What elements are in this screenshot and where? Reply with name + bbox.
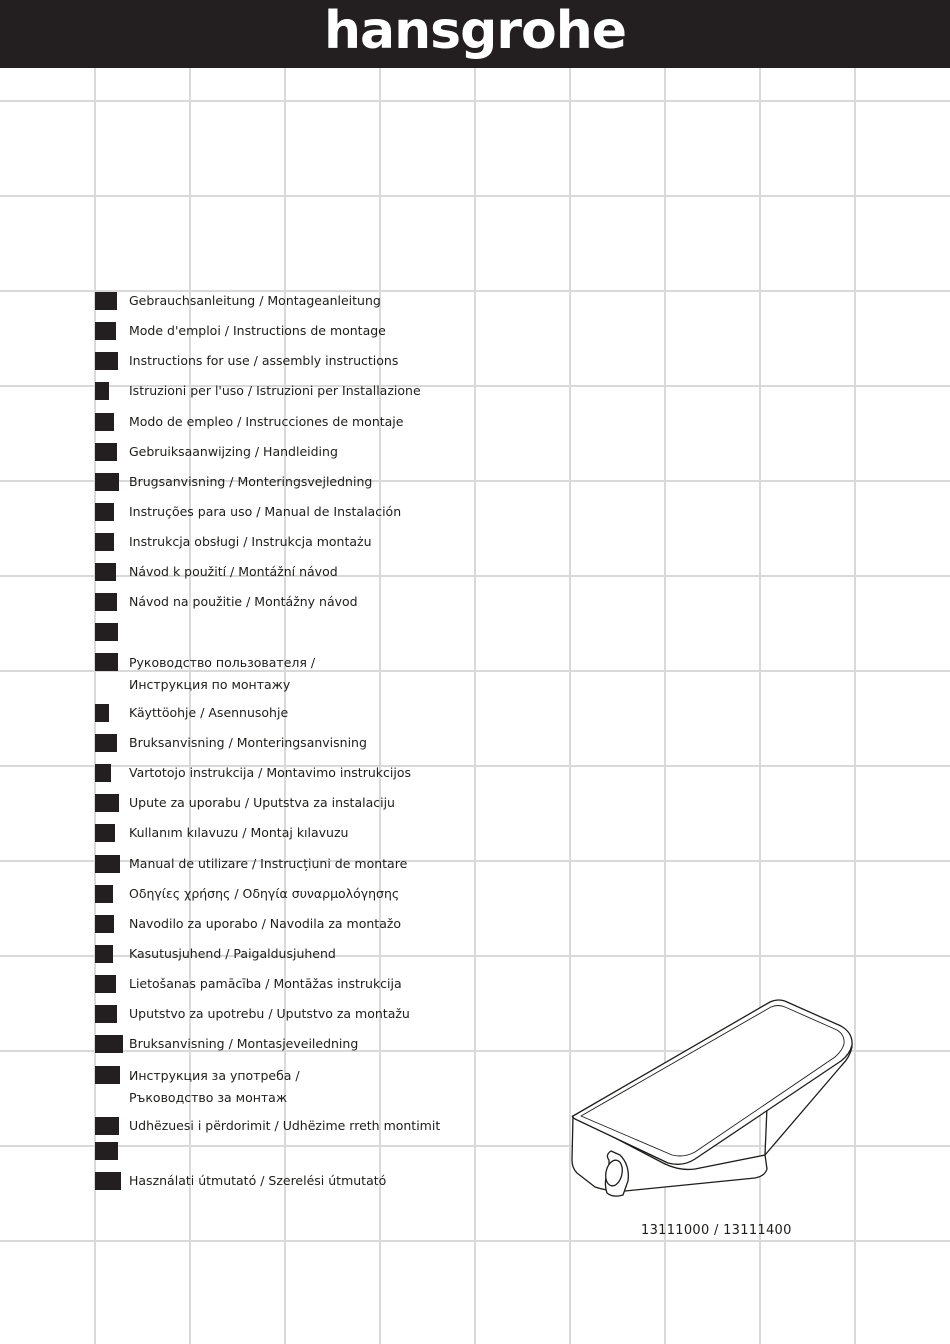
language-marker — [95, 292, 117, 310]
language-label: Vartotojo instrukcija / Montavimo instrukcijos — [129, 765, 411, 780]
language-label: Bruksanvisning / Monteringsanvisning — [129, 735, 367, 750]
language-label: Használati útmutató / Szerelési útmutató — [129, 1173, 387, 1188]
language-marker — [95, 915, 114, 933]
language-label: Modo de empleo / Instrucciones de montaje — [129, 414, 404, 429]
language-marker — [95, 975, 116, 993]
language-marker — [95, 794, 119, 812]
language-label: Kasutusjuhend / Paigaldusjuhend — [129, 946, 336, 961]
language-marker — [95, 885, 113, 903]
language-marker — [95, 1172, 121, 1190]
language-label: Οδηγίες χρήσης / Οδηγία συναρμολόγησης — [129, 886, 400, 901]
language-marker — [95, 1066, 120, 1084]
language-label: Bruksanvisning / Montasjeveiledning — [129, 1036, 359, 1051]
language-label-line2: Ръководство за монтаж — [129, 1090, 288, 1105]
language-label: Manual de utilizare / Instrucțiuni de montare — [129, 856, 408, 871]
language-marker — [95, 824, 115, 842]
language-marker — [95, 1117, 119, 1135]
language-label: Uputstvo za upotrebu / Uputstvo za montažu — [129, 1006, 410, 1021]
language-marker — [95, 503, 114, 521]
language-marker — [95, 1035, 123, 1053]
language-marker — [95, 593, 117, 611]
language-label: Instrukcja obsługi / Instrukcja montażu — [129, 534, 372, 549]
language-label-line2: Инструкция по монтажу — [129, 677, 291, 692]
language-marker — [95, 322, 116, 340]
brand-logo: hansgrohe — [324, 1, 626, 61]
language-marker — [95, 533, 114, 551]
language-marker — [95, 473, 119, 491]
language-marker — [95, 1005, 117, 1023]
language-label: Upute za uporabu / Uputstva za instalaciju — [129, 795, 395, 810]
language-marker — [95, 623, 118, 641]
language-label: Käyttöohje / Asennusohje — [129, 705, 289, 720]
language-label — [129, 1065, 300, 1109]
language-label: Návod na použitie / Montážny návod — [129, 594, 358, 609]
language-label: Návod k použití / Montážní návod — [129, 564, 338, 579]
language-label: Kullanım kılavuzu / Montaj kılavuzu — [129, 825, 349, 840]
language-label: Instructions for use / assembly instructions — [129, 353, 399, 368]
language-marker — [95, 653, 118, 671]
language-label-line1: Руководство пользователя / — [129, 655, 316, 670]
language-marker — [95, 945, 113, 963]
language-marker — [95, 563, 116, 581]
language-label: Instruções para uso / Manual de Instalación — [129, 504, 402, 519]
language-marker — [95, 413, 114, 431]
language-label: Udhëzuesi i përdorimit / Udhëzime rreth montimit — [129, 1118, 441, 1133]
language-marker — [95, 855, 120, 873]
language-marker — [95, 764, 111, 782]
bath-thermostat-product-drawing — [565, 995, 860, 1205]
language-label: Mode d'emploi / Instructions de montage — [129, 323, 386, 338]
language-label: Gebrauchsanleitung / Montageanleitung — [129, 293, 381, 308]
language-marker — [95, 352, 118, 370]
language-label — [129, 652, 315, 696]
model-numbers: 13111000 / 13111400 — [641, 1223, 792, 1238]
language-label: Brugsanvisning / Monteringsvejledning — [129, 474, 373, 489]
language-label: Istruzioni per l'uso / Istruzioni per Installazione — [129, 383, 421, 398]
language-label-line1: Инструкция за употреба / — [129, 1068, 300, 1083]
language-label: Navodilo za uporabo / Navodila za montažo — [129, 916, 402, 931]
language-marker — [95, 1142, 118, 1160]
language-label: Lietošanas pamācība / Montāžas instrukcija — [129, 976, 402, 991]
language-marker — [95, 734, 117, 752]
language-marker — [95, 443, 117, 461]
language-marker — [95, 704, 109, 722]
language-label: Gebruiksaanwijzing / Handleiding — [129, 444, 338, 459]
language-marker — [95, 382, 109, 400]
